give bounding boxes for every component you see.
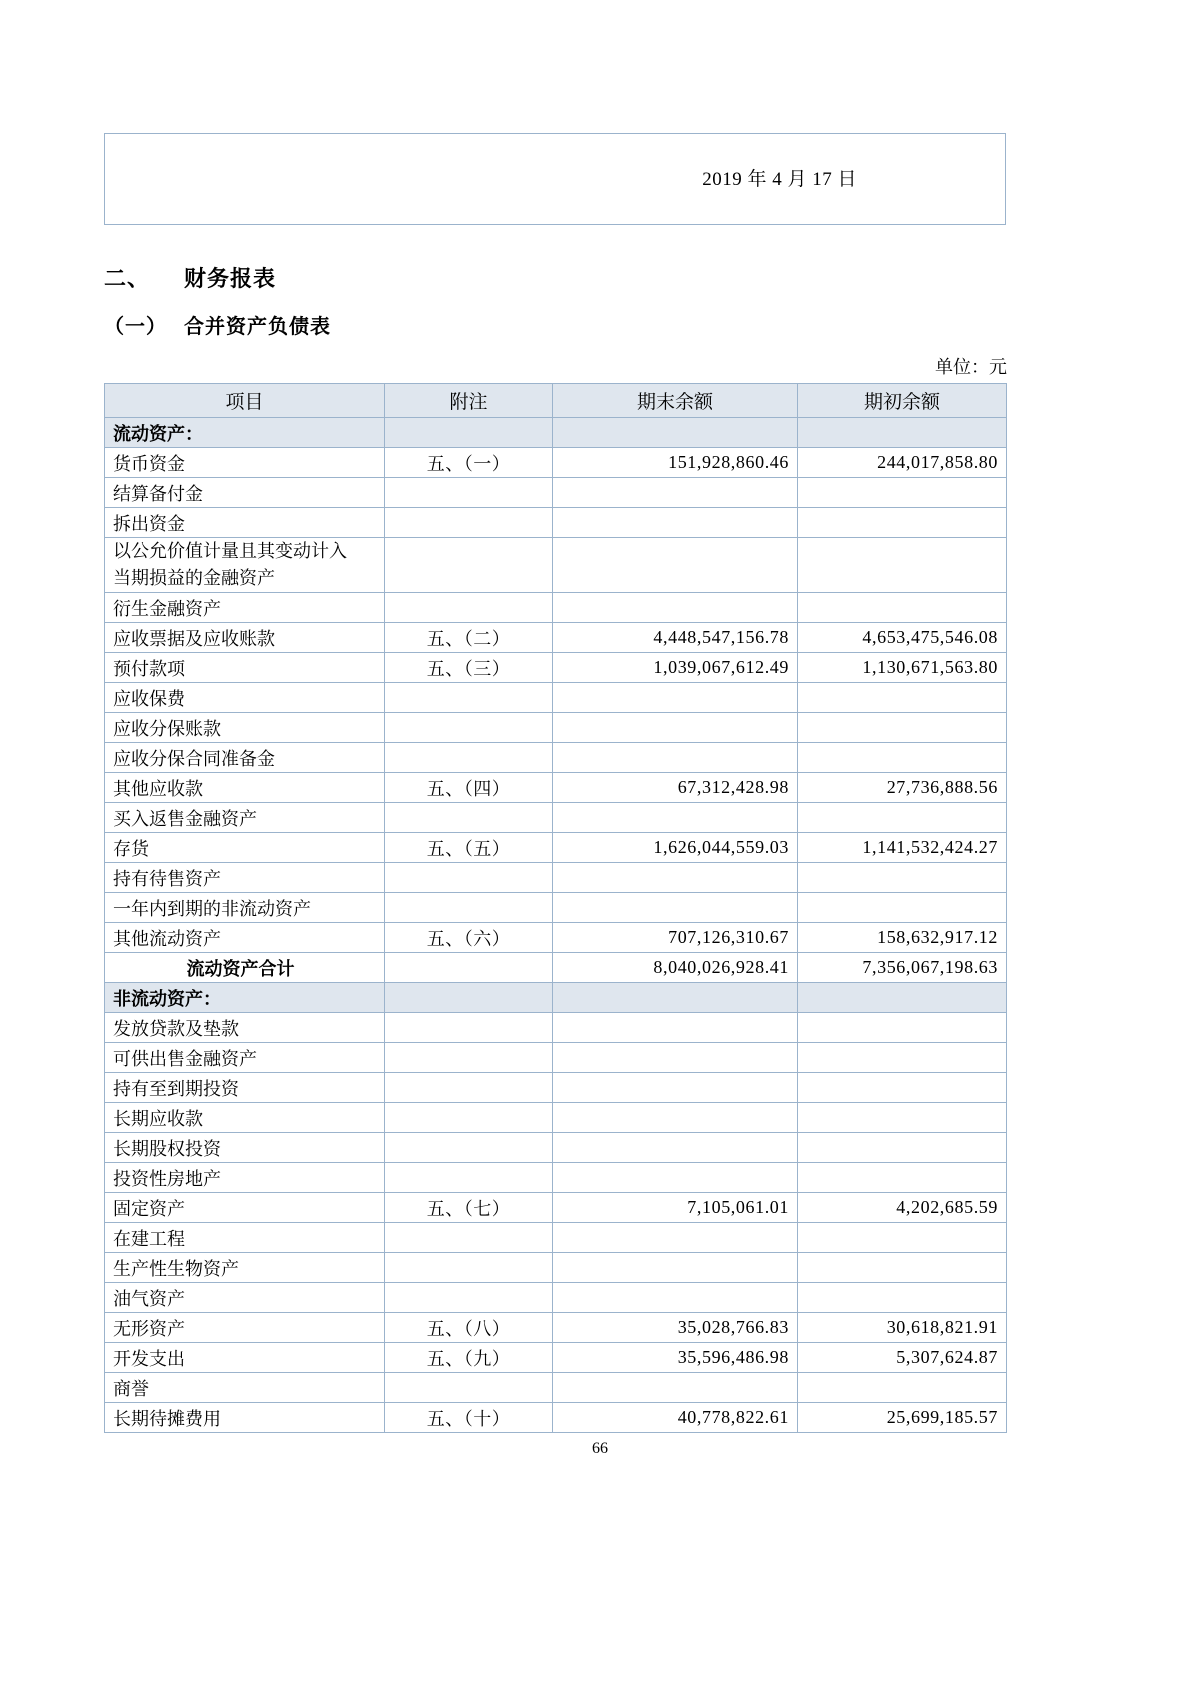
row-end-balance [553,418,798,448]
row-note: 五、（六） [385,923,553,953]
table-row [105,953,1007,983]
row-end-balance [553,1163,798,1193]
row-item-label: 开发支出 [105,1343,385,1373]
table-row [105,773,1007,803]
row-end-balance [553,743,798,773]
row-note [385,743,553,773]
row-note: 五、（七） [385,1193,553,1223]
row-note [385,593,553,623]
row-item-label: 买入返售金融资产 [105,803,385,833]
section-heading [104,262,276,293]
table-row [105,1073,1007,1103]
subsection-number: （一） [104,316,167,338]
table-row [105,653,1007,683]
row-begin-balance [798,1283,1007,1313]
row-begin-balance [798,1163,1007,1193]
table-row [105,1313,1007,1343]
row-begin-balance [798,418,1007,448]
table-row [105,1133,1007,1163]
row-item-label: 结算备付金 [105,478,385,508]
row-begin-balance [798,983,1007,1013]
signature-date: 2019 年 4 月 17 日 [702,169,857,190]
row-note [385,713,553,743]
row-item-label: 商誉 [105,1373,385,1403]
column-header-note: 附注 [385,384,553,418]
row-item-label: 应收保费 [105,683,385,713]
row-item-label: 预付款项 [105,653,385,683]
row-begin-balance [798,1373,1007,1403]
table-row [105,893,1007,923]
row-item-label: 其他流动资产 [105,923,385,953]
row-note: 五、（九） [385,1343,553,1373]
row-note [385,1373,553,1403]
row-item-label: 其他应收款 [105,773,385,803]
table-row [105,418,1007,448]
row-item-label: 长期应收款 [105,1103,385,1133]
row-begin-balance: 30,618,821.91 [798,1313,1007,1343]
row-item-label: 应收票据及应收账款 [105,623,385,653]
row-note: 五、（三） [385,653,553,683]
row-end-balance [553,508,798,538]
row-item-label: 固定资产 [105,1193,385,1223]
table-row [105,833,1007,863]
row-item-label: 一年内到期的非流动资产 [105,893,385,923]
row-item-label: 应收分保合同准备金 [105,743,385,773]
row-end-balance: 151,928,860.46 [553,448,798,478]
row-item-label: 持有待售资产 [105,863,385,893]
row-note [385,1283,553,1313]
row-end-balance: 1,626,044,559.03 [553,833,798,863]
row-item-label: 在建工程 [105,1223,385,1253]
table-row [105,1373,1007,1403]
table-row [105,508,1007,538]
row-item-label: 流动资产合计 [105,953,385,983]
row-begin-balance [798,508,1007,538]
table-row [105,1103,1007,1133]
row-item-label: 衍生金融资产 [105,593,385,623]
row-note [385,1103,553,1133]
row-begin-balance: 5,307,624.87 [798,1343,1007,1373]
row-item-label: 货币资金 [105,448,385,478]
row-note [385,1253,553,1283]
row-end-balance: 4,448,547,156.78 [553,623,798,653]
subsection-title: 合并资产负债表 [184,316,331,338]
row-end-balance [553,713,798,743]
table-row [105,863,1007,893]
row-item-label: 流动资产： [105,418,385,448]
row-begin-balance [798,863,1007,893]
row-begin-balance [798,1013,1007,1043]
row-begin-balance: 1,130,671,563.80 [798,653,1007,683]
row-note [385,1223,553,1253]
section-title: 财务报表 [184,266,277,291]
table-row [105,923,1007,953]
row-note [385,418,553,448]
row-begin-balance: 4,653,475,546.08 [798,623,1007,653]
row-begin-balance [798,713,1007,743]
row-begin-balance: 25,699,185.57 [798,1403,1007,1433]
row-note [385,983,553,1013]
table-row [105,1283,1007,1313]
row-begin-balance: 158,632,917.12 [798,923,1007,953]
row-note [385,863,553,893]
row-note: 五、（十） [385,1403,553,1433]
row-end-balance [553,1223,798,1253]
table-row [105,623,1007,653]
page-number: 66 [592,1440,608,1457]
row-note [385,508,553,538]
column-header-begin-balance: 期初余额 [798,384,1007,418]
date-box [104,133,1006,225]
row-note [385,1073,553,1103]
row-begin-balance [798,683,1007,713]
row-end-balance: 35,028,766.83 [553,1313,798,1343]
row-item-label: 生产性生物资产 [105,1253,385,1283]
table-row [105,1013,1007,1043]
row-end-balance [553,593,798,623]
row-note [385,1043,553,1073]
row-begin-balance [798,893,1007,923]
row-note [385,538,553,593]
row-end-balance [553,1373,798,1403]
table-row [105,713,1007,743]
row-end-balance: 35,596,486.98 [553,1343,798,1373]
row-note [385,803,553,833]
row-end-balance: 1,039,067,612.49 [553,653,798,683]
table-row [105,538,1007,593]
table-row [105,448,1007,478]
table-row [105,683,1007,713]
table-row [105,1253,1007,1283]
row-item-label: 拆出资金 [105,508,385,538]
row-note [385,1133,553,1163]
table-row [105,983,1007,1013]
table-body [105,418,1007,1433]
row-begin-balance [798,1133,1007,1163]
row-begin-balance [798,593,1007,623]
row-end-balance [553,478,798,508]
row-note [385,953,553,983]
unit-label: 单位：元 [935,357,1007,377]
row-begin-balance: 27,736,888.56 [798,773,1007,803]
row-item-label: 可供出售金融资产 [105,1043,385,1073]
row-item-label: 投资性房地产 [105,1163,385,1193]
row-begin-balance [798,478,1007,508]
row-item-label: 发放贷款及垫款 [105,1013,385,1043]
row-note: 五、（五） [385,833,553,863]
row-end-balance: 67,312,428.98 [553,773,798,803]
column-header-item: 项目 [105,384,385,418]
row-begin-balance [798,1223,1007,1253]
row-item-label: 长期待摊费用 [105,1403,385,1433]
row-note: 五、（四） [385,773,553,803]
row-end-balance [553,1133,798,1163]
row-item-label: 存货 [105,833,385,863]
table-row [105,593,1007,623]
row-item-label: 应收分保账款 [105,713,385,743]
row-item-label: 非流动资产： [105,983,385,1013]
row-end-balance [553,1103,798,1133]
row-end-balance [553,893,798,923]
row-end-balance: 40,778,822.61 [553,1403,798,1433]
row-begin-balance [798,803,1007,833]
table-row [105,1193,1007,1223]
table-row [105,1343,1007,1373]
row-begin-balance: 1,141,532,424.27 [798,833,1007,863]
row-item-label: 油气资产 [105,1283,385,1313]
row-begin-balance [798,1073,1007,1103]
row-begin-balance: 244,017,858.80 [798,448,1007,478]
table-row [105,478,1007,508]
row-note [385,683,553,713]
row-end-balance [553,863,798,893]
balance-sheet-table [104,383,1007,1433]
row-end-balance [553,683,798,713]
subsection-heading [104,310,331,339]
row-begin-balance [798,538,1007,593]
row-begin-balance [798,1043,1007,1073]
row-note [385,893,553,923]
row-item-label: 以公允价值计量且其变动计入 当期损益的金融资产 [105,538,385,593]
row-end-balance: 707,126,310.67 [553,923,798,953]
section-number: 二、 [104,266,151,291]
row-note [385,1013,553,1043]
row-item-label: 长期股权投资 [105,1133,385,1163]
row-note [385,1163,553,1193]
column-header-end-balance: 期末余额 [553,384,798,418]
row-end-balance [553,1253,798,1283]
row-end-balance [553,1073,798,1103]
row-begin-balance: 7,356,067,198.63 [798,953,1007,983]
row-item-label: 无形资产 [105,1313,385,1343]
row-end-balance [553,1043,798,1073]
row-begin-balance: 4,202,685.59 [798,1193,1007,1223]
row-end-balance: 8,040,026,928.41 [553,953,798,983]
row-begin-balance [798,1103,1007,1133]
table-row [105,803,1007,833]
table-header-row [105,384,1007,418]
table-row [105,743,1007,773]
row-note: 五、（八） [385,1313,553,1343]
table-row [105,1043,1007,1073]
row-end-balance [553,538,798,593]
row-begin-balance [798,1253,1007,1283]
row-end-balance: 7,105,061.01 [553,1193,798,1223]
row-end-balance [553,983,798,1013]
row-note: 五、（二） [385,623,553,653]
row-note: 五、（一） [385,448,553,478]
table-row [105,1403,1007,1433]
table-row [105,1223,1007,1253]
row-begin-balance [798,743,1007,773]
row-end-balance [553,1013,798,1043]
row-note [385,478,553,508]
row-end-balance [553,1283,798,1313]
row-end-balance [553,803,798,833]
table-row [105,1163,1007,1193]
row-item-label: 持有至到期投资 [105,1073,385,1103]
